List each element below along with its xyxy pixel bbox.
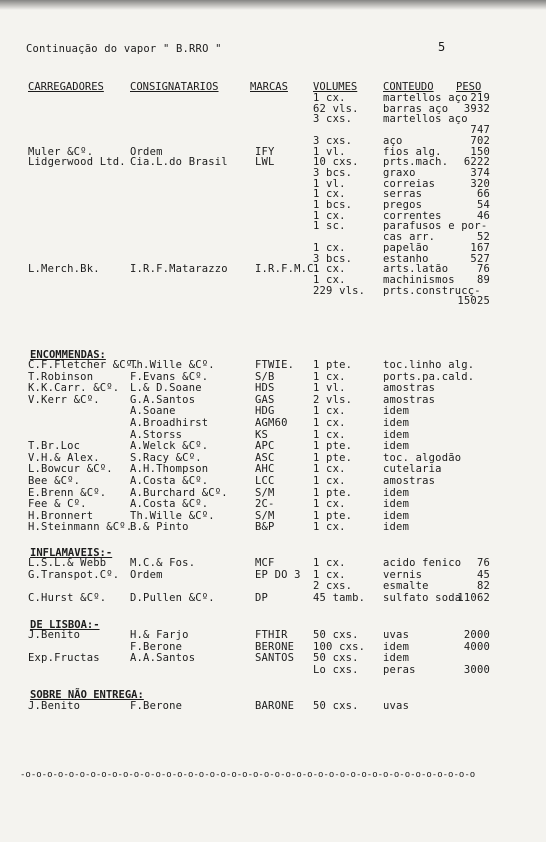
row-contents: idem [383, 652, 410, 664]
row-consignee: I.R.F.Matarazzo [130, 263, 228, 276]
row-contents: amostras [383, 475, 436, 487]
row-contents: idem [383, 440, 410, 453]
row-mark: EP DO 3 [255, 568, 301, 581]
row-contents: martellos aço [383, 113, 468, 126]
row-volume: 1 bcs. [313, 199, 353, 211]
row-mark: BERONE [255, 640, 295, 653]
row-weight: 150 [470, 145, 490, 158]
row-consignee: Th.Wille &Cº. [130, 359, 215, 371]
row-volume: 1 cx. [313, 463, 346, 476]
row-volume: 1 pte. [313, 486, 353, 499]
row-consignee: A.Soane [130, 405, 176, 418]
row-consignee: F.Evans &Cº. [130, 370, 209, 383]
row-shipper: C.F.Fletcher &Cº. [28, 359, 139, 371]
row-mark: FTWIE. [255, 359, 295, 371]
row-contents: cas arr. [383, 231, 436, 244]
row-consignee: A.H.Thompson [130, 463, 209, 476]
row-weight: 527 [470, 252, 490, 265]
row-shipper: Exp.Fructas [28, 652, 100, 664]
row-mark: BARONE [255, 700, 295, 712]
row-mark: I.R.F.M.C. [255, 263, 321, 276]
row-volume: Lo cxs. [313, 663, 359, 676]
row-weight: 167 [470, 241, 490, 254]
row-contents: graxo [383, 166, 416, 179]
row-mark: S/M [255, 509, 275, 522]
row-consignee: A.Burchard &Cº. [130, 486, 228, 499]
page-number: 5 [438, 40, 446, 54]
row-consignee: A.Storss [130, 428, 183, 441]
row-mark: KS [255, 428, 269, 441]
row-weight: 702 [470, 134, 490, 147]
row-weight: 52 [476, 231, 490, 244]
row-volume: 1 cx. [313, 92, 346, 104]
row-mark: LCC [255, 475, 275, 487]
row-shipper: L.Merch.Bk. [28, 263, 100, 276]
row-mark: HDS [255, 382, 275, 395]
row-shipper: G.Transpot.Cº. [28, 568, 120, 581]
row-volume: 50 cxs. [313, 629, 359, 641]
row-contents: uvas [383, 700, 410, 712]
row-volume: 1 cx. [313, 475, 346, 487]
row-volume: 2 vls. [313, 393, 353, 406]
row-volume: 45 tamb. [313, 591, 366, 604]
row-weight: 76 [476, 557, 490, 569]
row-volume: 1 pte. [313, 440, 353, 453]
row-contents: barras aço [383, 102, 449, 115]
row-contents: idem [383, 640, 410, 653]
row-volume: 1 cx. [313, 188, 346, 201]
row-weight: 66 [476, 188, 490, 201]
row-volume: 1 cx. [313, 428, 346, 441]
row-contents: sulfato soda [383, 591, 462, 604]
row-contents: prts.construcç- [383, 284, 481, 297]
row-consignee: A.Costa &Cº. [130, 475, 209, 487]
row-consignee: Th.Wille &Cº. [130, 509, 215, 522]
row-contents: esmalte [383, 580, 429, 592]
row-contents: idem [383, 428, 410, 441]
row-contents: pregos [383, 199, 423, 211]
row-contents: idem [383, 521, 410, 534]
row-volume: 1 cx. [313, 273, 346, 286]
row-consignee: L.& D.Soane [130, 382, 202, 395]
row-volume: 1 vl. [313, 145, 346, 158]
row-volume: 1 cx. [313, 498, 346, 511]
row-contents: toc.linho alg. [383, 359, 475, 371]
row-mark: AHC [255, 463, 275, 476]
row-shipper: E.Brenn &Cº. [28, 486, 107, 499]
row-volume: 1 sc. [313, 220, 346, 233]
row-volume: 229 vls. [313, 284, 366, 297]
row-volume: 3 bcs. [313, 166, 353, 179]
header-marcas: MARCAS [250, 81, 288, 93]
row-weight: 219 [470, 92, 490, 104]
row-consignee: S.Racy &Cº. [130, 451, 202, 464]
row-contents: correias [383, 177, 436, 190]
row-volume: 3 cxs. [313, 113, 353, 126]
row-contents: papelão [383, 241, 429, 254]
row-contents: martellos aço [383, 92, 468, 104]
row-consignee: H.& Farjo [130, 629, 189, 641]
row-mark: SANTOS [255, 652, 295, 664]
row-contents: idem [383, 417, 410, 429]
row-weight: 3932 [463, 102, 490, 115]
row-consignee: A.Broadhirst [130, 417, 209, 429]
row-mark: HDG [255, 405, 275, 418]
row-contents: serras [383, 188, 423, 201]
row-contents: correntes [383, 209, 442, 222]
row-contents: idem [383, 405, 410, 418]
row-contents: uvas [383, 629, 410, 641]
row-volume: 1 cx. [313, 521, 346, 534]
header-consignatarios: CONSIGNATARIOS [130, 81, 219, 93]
row-shipper: J.Benito [28, 629, 81, 641]
row-consignee: Ordem [130, 568, 163, 581]
row-contents: arts.latão [383, 263, 449, 276]
section-sobre-nao-entrega: SOBRE NÃO ENTREGA: [30, 689, 144, 701]
row-volume: 50 cxs. [313, 652, 359, 664]
row-volume: 3 bcs. [313, 252, 353, 265]
row-mark: DP [255, 591, 269, 604]
row-shipper: L.S.L.& Webb [28, 557, 107, 569]
row-mark: MCF [255, 557, 275, 569]
section-inflamaveis: INFLAMAVEIS:- [30, 547, 113, 559]
row-volume: 1 vl. [313, 177, 346, 190]
row-weight: 15025 [457, 295, 490, 308]
row-mark: 2C- [255, 498, 275, 511]
row-shipper: V.Kerr &Cº. [28, 393, 100, 406]
row-weight: 2000 [463, 629, 490, 641]
row-volume: 1 cx. [313, 263, 346, 276]
row-shipper: V.H.& Alex. [28, 451, 100, 464]
row-volume: 1 cx. [313, 209, 346, 222]
row-consignee: A.Welck &Cº. [130, 440, 209, 453]
row-shipper: H.Steinmann &Cº. [28, 521, 133, 534]
row-mark: LWL [255, 156, 275, 169]
row-weight: 374 [470, 166, 490, 179]
row-contents: amostras [383, 393, 436, 406]
row-consignee: F.Berone [130, 640, 183, 653]
row-volume: 1 cx. [313, 241, 346, 254]
row-mark: FTHIR [255, 629, 288, 641]
row-weight: 11062 [457, 591, 490, 604]
row-consignee: M.C.& Fos. [130, 557, 196, 569]
row-weight: 45 [476, 568, 490, 581]
row-volume: 10 cxs. [313, 156, 359, 169]
row-weight: 320 [470, 177, 490, 190]
row-contents: peras [383, 663, 416, 676]
row-contents: vernis [383, 568, 423, 581]
row-contents: parafusos e por- [383, 220, 488, 233]
row-shipper: Muler &Cº. [28, 145, 94, 158]
row-consignee: D.Pullen &Cº. [130, 591, 215, 604]
header-carregadores: CARREGADORES [28, 81, 104, 93]
row-contents: cutelaria [383, 463, 442, 476]
row-mark: IFY [255, 145, 275, 158]
row-contents: toc. algodão [383, 451, 462, 464]
row-volume: 62 vls. [313, 102, 359, 115]
row-contents: idem [383, 498, 410, 511]
row-shipper: T.Br.Loc [28, 440, 81, 453]
row-volume: 1 pte. [313, 359, 353, 371]
row-contents: fios alg. [383, 145, 442, 158]
row-weight: 6222 [463, 156, 490, 169]
header-volumes: VOLUMES [313, 81, 358, 93]
row-mark: B&P [255, 521, 275, 534]
row-contents: aço [383, 134, 403, 147]
row-weight: 747 [470, 124, 490, 137]
row-volume: 1 cx. [313, 557, 346, 569]
section-encommendas: ENCOMMENDAS: [30, 349, 106, 361]
page-title: Continuação do vapor " B.RRO " [26, 43, 222, 55]
row-shipper: L.Bowcur &Cº. [28, 463, 113, 476]
row-contents: idem [383, 509, 410, 522]
row-consignee: F.Berone [130, 700, 183, 712]
row-weight: 76 [476, 263, 490, 276]
row-volume: 1 vl. [313, 382, 346, 395]
scan-edge-shadow [0, 0, 546, 10]
row-mark: S/B [255, 370, 275, 383]
row-shipper: Fee & Cº. [28, 498, 87, 511]
header-conteudo: CONTEUDO [383, 81, 434, 93]
row-weight: 3000 [463, 663, 490, 676]
row-contents: prts.mach. [383, 156, 449, 169]
row-contents: machinismos [383, 273, 455, 286]
row-contents: idem [383, 486, 410, 499]
row-shipper: H.Bronnert [28, 509, 94, 522]
row-volume: 1 cx. [313, 370, 346, 383]
row-volume: 1 cx. [313, 405, 346, 418]
row-volume: 3 cxs. [313, 134, 353, 147]
row-shipper: Bee &Cº. [28, 475, 81, 487]
row-consignee: G.A.Santos [130, 393, 196, 406]
row-volume: 1 cx. [313, 568, 346, 581]
row-consignee: Cia.L.do Brasil [130, 156, 228, 169]
row-volume: 2 cxs. [313, 580, 353, 592]
row-weight: 89 [476, 273, 490, 286]
row-consignee: B.& Pinto [130, 521, 189, 534]
row-weight: 54 [476, 199, 490, 211]
section-lisboa: DE LISBOA:- [30, 619, 100, 631]
row-consignee: A.Costa &Cº. [130, 498, 209, 511]
header-peso: PESO [456, 81, 482, 93]
row-weight: 4000 [463, 640, 490, 653]
row-shipper: J.Benito [28, 700, 81, 712]
row-mark: GAS [255, 393, 275, 406]
row-shipper: K.K.Carr. &Cº. [28, 382, 120, 395]
row-volume: 50 cxs. [313, 700, 359, 712]
row-shipper: T.Robinson [28, 370, 94, 383]
row-weight: 82 [476, 580, 490, 592]
row-mark: APC [255, 440, 275, 453]
row-volume: 1 cx. [313, 417, 346, 429]
row-weight: 46 [476, 209, 490, 222]
row-mark: AGM60 [255, 417, 288, 429]
row-volume: 1 pte. [313, 509, 353, 522]
row-mark: ASC [255, 451, 275, 464]
footer-divider: -o-o-o-o-o-o-o-o-o-o-o-o-o-o-o-o-o-o-o-o-o-o-o-o-o-o-o-o-o-o-o-o-o-o-o-o-o-o-o-o-o-o [20, 770, 476, 780]
row-consignee: A.A.Santos [130, 652, 196, 664]
row-mark: S/M [255, 486, 275, 499]
row-contents: estanho [383, 252, 429, 265]
row-shipper: C.Hurst &Cº. [28, 591, 107, 604]
row-contents: ports.pa.cald. [383, 370, 475, 383]
row-shipper: Lidgerwood Ltd. [28, 156, 126, 169]
row-volume: 100 cxs. [313, 640, 366, 653]
row-volume: 1 pte. [313, 451, 353, 464]
row-consignee: Ordem [130, 145, 163, 158]
row-contents: amostras [383, 382, 436, 395]
row-contents: acido fenico [383, 557, 462, 569]
